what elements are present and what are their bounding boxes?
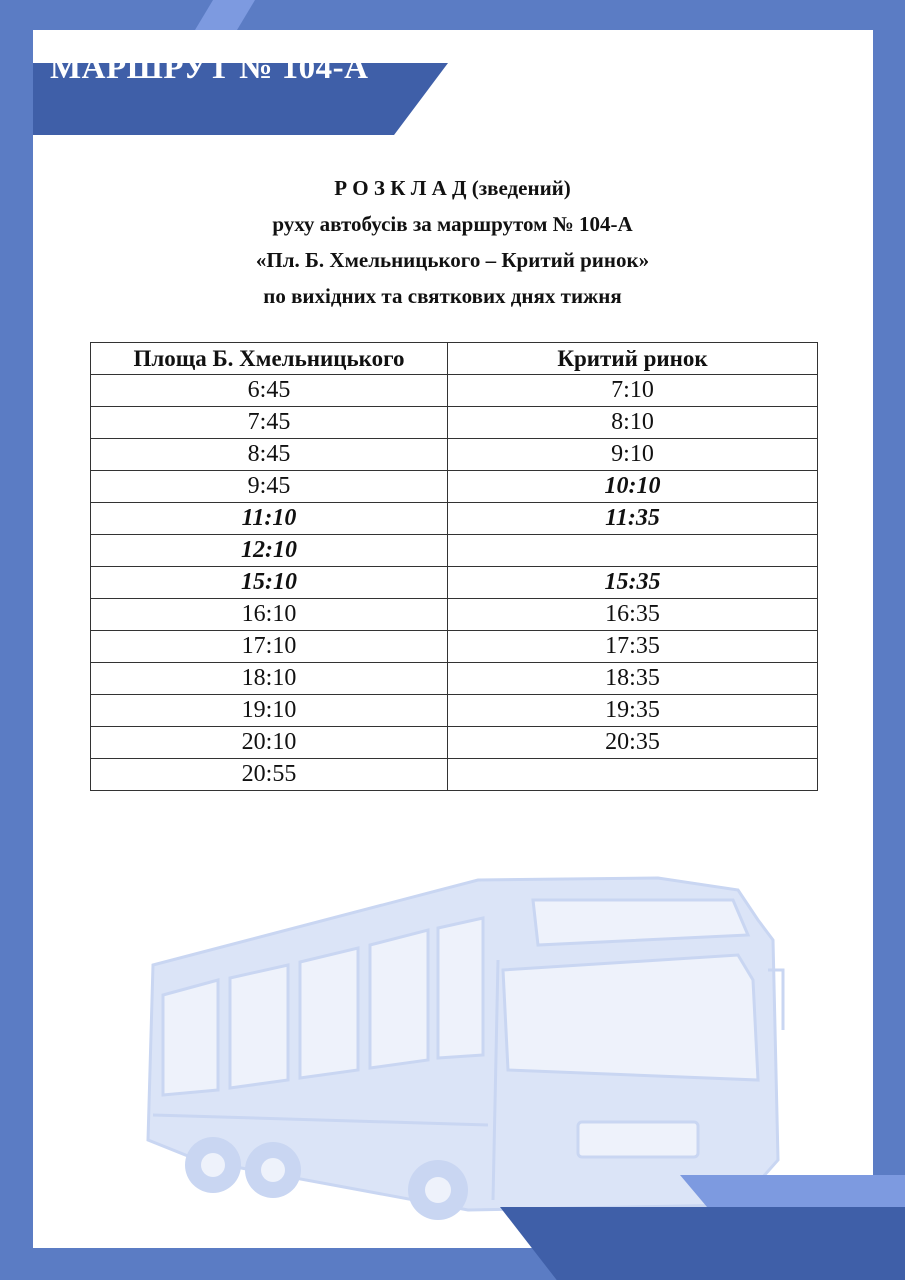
column-header-to: Критий ринок bbox=[448, 343, 818, 375]
table-row bbox=[91, 727, 818, 759]
table-row bbox=[91, 439, 818, 471]
departure-time: 7:45 bbox=[91, 407, 448, 439]
arrival-time: 9:10 bbox=[448, 439, 818, 471]
arrival-time: 16:35 bbox=[448, 599, 818, 631]
heading-line-2: руху автобусів за маршрутом № 104-А bbox=[272, 212, 633, 236]
arrival-time: 18:35 bbox=[448, 663, 818, 695]
corner-accent-light bbox=[680, 1175, 905, 1207]
corner-accent-dark bbox=[500, 1207, 905, 1280]
heading-line-3: «Пл. Б. Хмельницького – Критий ринок» bbox=[255, 248, 650, 272]
schedule-heading bbox=[0, 170, 905, 314]
departure-time: 20:10 bbox=[91, 727, 448, 759]
departure-time: 11:10 bbox=[91, 503, 448, 535]
arrival-time: 15:35 bbox=[448, 567, 818, 599]
arrival-time: 20:35 bbox=[448, 727, 818, 759]
table-row bbox=[91, 535, 818, 567]
heading-line-4: по вихідних та святкових днях тижня bbox=[263, 284, 622, 308]
arrival-time bbox=[448, 535, 818, 567]
frame-top-strip bbox=[200, 0, 905, 30]
departure-time: 18:10 bbox=[91, 663, 448, 695]
table-row bbox=[91, 695, 818, 727]
table-row bbox=[91, 599, 818, 631]
arrival-time: 11:35 bbox=[448, 503, 818, 535]
departure-time: 15:10 bbox=[91, 567, 448, 599]
departure-time: 6:45 bbox=[91, 375, 448, 407]
table-row bbox=[91, 567, 818, 599]
departure-time: 8:45 bbox=[91, 439, 448, 471]
departure-time: 20:55 bbox=[91, 759, 448, 791]
table-row bbox=[91, 407, 818, 439]
departure-time: 19:10 bbox=[91, 695, 448, 727]
departure-time: 12:10 bbox=[91, 535, 448, 567]
heading-line-1: Р О З К Л А Д (зведений) bbox=[334, 176, 571, 200]
route-title: МАРШРУТ № 104-А bbox=[50, 50, 369, 86]
column-header-from: Площа Б. Хмельницького bbox=[91, 343, 448, 375]
bus-icon bbox=[138, 860, 788, 1230]
departure-time: 17:10 bbox=[91, 631, 448, 663]
arrival-time: 10:10 bbox=[448, 471, 818, 503]
table-row bbox=[91, 503, 818, 535]
table-header-row bbox=[91, 343, 818, 375]
table-row bbox=[91, 759, 818, 791]
arrival-time bbox=[448, 759, 818, 791]
table-row bbox=[91, 663, 818, 695]
arrival-time: 19:35 bbox=[448, 695, 818, 727]
schedule-table bbox=[90, 342, 818, 791]
departure-time: 16:10 bbox=[91, 599, 448, 631]
arrival-time: 8:10 bbox=[448, 407, 818, 439]
arrival-time: 17:35 bbox=[448, 631, 818, 663]
arrival-time: 7:10 bbox=[448, 375, 818, 407]
departure-time: 9:45 bbox=[91, 471, 448, 503]
table-row bbox=[91, 631, 818, 663]
table-row bbox=[91, 375, 818, 407]
table-row bbox=[91, 471, 818, 503]
